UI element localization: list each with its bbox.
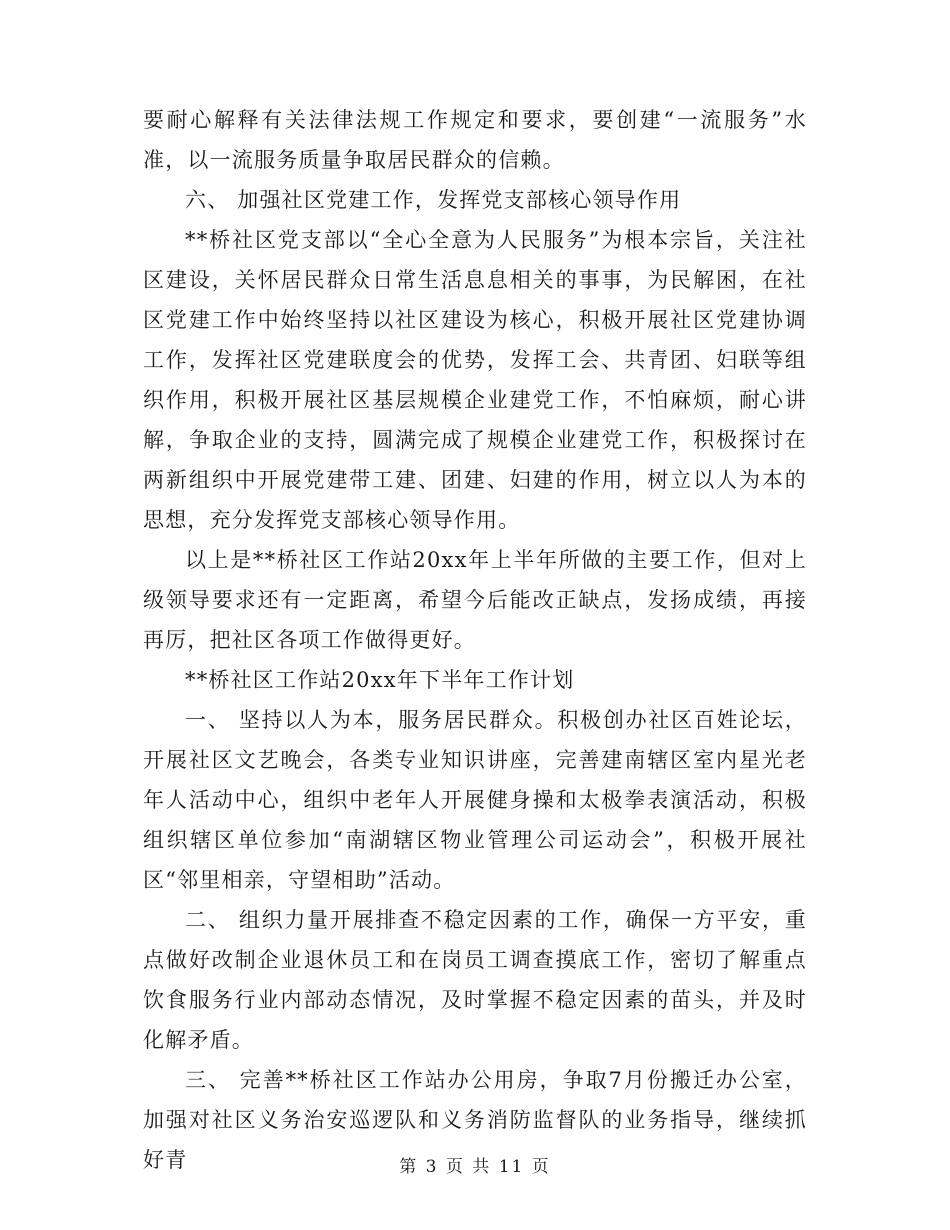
page-number-footer: 第 3 页 共 11 页: [399, 1157, 551, 1177]
paragraph-service-standard: 要耐心解释有关法律法规工作规定和要求，要创建“一流服务”水准，以一流服务质量争取居民群众的信赖。: [143, 108, 807, 172]
plan-item-three: 三、 完善**桥社区工作站办公用房，争取7月份搬迁办公室，加强对社区义务治安巡逻队和义务消防监督队的业务指导，继续抓好青: [143, 1068, 807, 1172]
section-heading-party-building: 六、 加强社区党建工作，发挥党支部核心领导作用: [185, 188, 682, 212]
plan-item-two: 二、 组织力量开展排查不稳定因素的工作，确保一方平安，重点做好改制企业退休员工和在岗员工调查摸底工作，密切了解重点饮食服务行业内部动态情况，及时掌握不稳定因素的苗头，并及时化解矛盾。: [143, 908, 807, 1052]
document-body: [143, 100, 807, 1180]
paragraph-party-branch: **桥社区党支部以“全心全意为人民服务”为根本宗旨，关注社区建设，关怀居民群众日常生活息息相关的事事，为民解困，在社区党建工作中始终坚持以社区建设为核心，积极开展社区党建协调工作，发挥社区党建联度会的优势，发挥工会、共青团、妇联等组织作用，积极开展社区基层规模企业建党工作，不怕麻烦，耐心讲解，争取企业的支持，圆满完成了规模企业建党工作，积极探讨在两新组织中开展党建带工建、团建、妇建的作用，树立以人为本的思想，充分发挥党支部核心领导作用。: [143, 228, 807, 532]
plan-title: **桥社区工作站20xx年下半年工作计划: [185, 668, 575, 692]
paragraph-summary: 以上是**桥社区工作站20xx年上半年所做的主要工作，但对上级领导要求还有一定距离，希望今后能改正缺点，发扬成绩，再接再厉，把社区各项工作做得更好。: [143, 548, 807, 652]
plan-item-one: 一、 坚持以人为本，服务居民群众。积极创办社区百姓论坛，开展社区文艺晚会，各类专业知识讲座，完善建南辖区室内星光老年人活动中心，组织中老年人开展健身操和太极拳表演活动，积极组织辖区单位参加“南湖辖区物业管理公司运动会”，积极开展社区“邻里相亲，守望相助”活动。: [143, 708, 807, 892]
